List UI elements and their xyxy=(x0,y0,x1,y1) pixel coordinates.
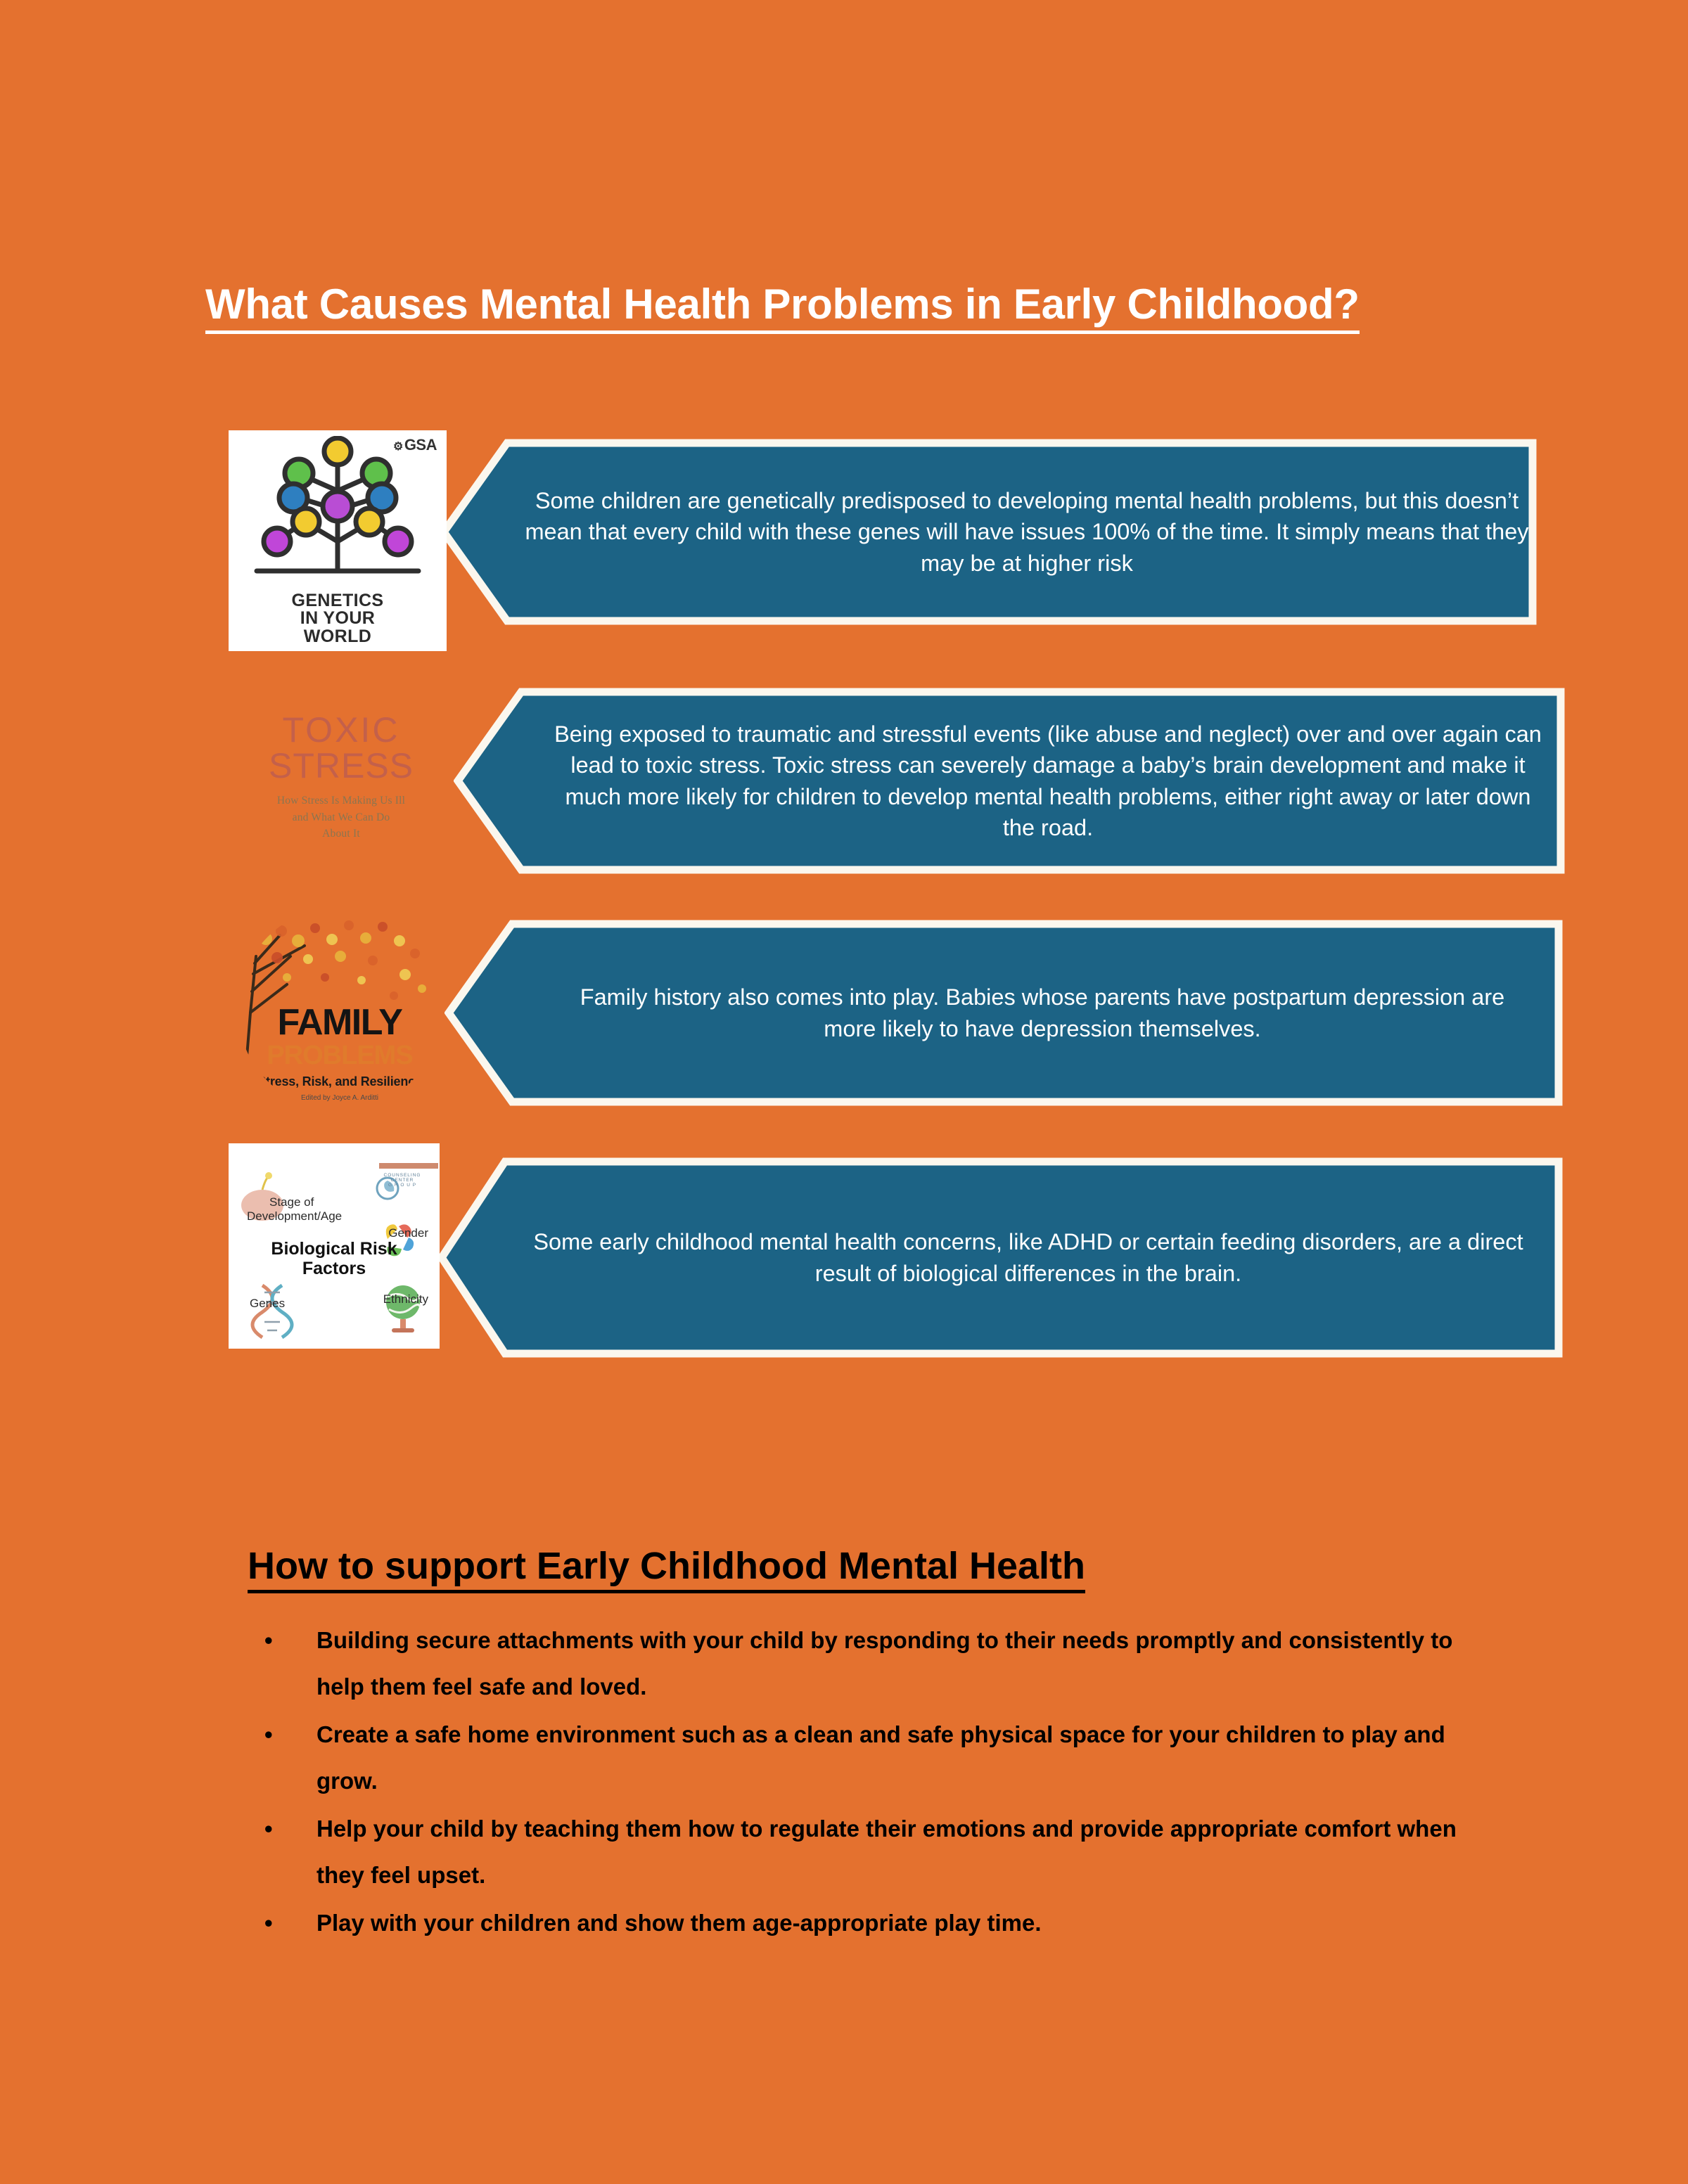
toxic-subtitle-line2: and What We Can Do xyxy=(292,811,390,823)
genetics-caption-line3: WORLD xyxy=(303,626,372,646)
family-author: Edited by Joyce A. Arditti xyxy=(300,1094,379,1102)
genetics-caption xyxy=(229,592,447,646)
bio-label-stage xyxy=(247,1195,352,1223)
banner-text-wrap-biological-risk xyxy=(437,1157,1563,1358)
bio-center-heading xyxy=(229,1239,440,1278)
thumbnail-biological-risk xyxy=(229,1143,440,1349)
genetics-caption-line1: GENETICS xyxy=(291,590,384,610)
list-item xyxy=(239,1711,1505,1804)
bullet-marker-icon: • xyxy=(264,1816,273,1842)
page-title xyxy=(205,281,1492,334)
counseling-center-group-logo xyxy=(375,1173,430,1188)
toxic-title-line1: TOXIC xyxy=(282,709,400,750)
dna-icon: ⚙ xyxy=(392,441,403,453)
bio-center-line2: Factors xyxy=(302,1259,366,1278)
banner-text-family-problems: Family history also comes into play. Babies whose parents have postpartum depression are more likely to have depression themselves. xyxy=(580,984,1505,1041)
family-title-line1: FAMILY xyxy=(277,1002,402,1043)
family-title-line2: PROBLEMS xyxy=(267,1041,413,1070)
banner-text-toxic-stress: Being exposed to traumatic and stressful events (like abuse and neglect) over and over again can lead to toxic stress. Toxic stress can severely damage a baby’s brain development and make it much more likely for children to develop mental health problems, either right away or later down the road. xyxy=(554,721,1542,840)
cause-row-family-problems xyxy=(0,907,1688,1118)
genetics-tree-icon xyxy=(229,436,447,605)
bullet-marker-icon: • xyxy=(264,1627,273,1653)
toxic-subtitle xyxy=(277,792,405,842)
support-heading-text: How to support Early Childhood Mental Health xyxy=(248,1544,1085,1593)
thumbnail-family-problems xyxy=(238,907,442,1111)
bio-center-line1: Biological Risk xyxy=(271,1239,397,1259)
toxic-subtitle-line3: About It xyxy=(322,827,360,840)
list-item-text: Play with your children and show them age-appropriate play time. xyxy=(316,1910,1042,1936)
gsa-brand-label: GSA xyxy=(404,436,437,454)
banner-text-wrap-toxic-stress xyxy=(454,688,1565,874)
ccg-line1: COUNSELING CENTER xyxy=(383,1173,421,1183)
page-title-text: What Causes Mental Health Problems in Early Childhood? xyxy=(205,281,1360,334)
genetics-caption-line2: IN YOUR xyxy=(300,608,376,628)
bio-label-stage-line2: Development/Age xyxy=(247,1209,343,1223)
ccg-line2: G R O U P xyxy=(388,1183,417,1188)
support-bullet-list xyxy=(239,1617,1505,1948)
cause-row-biological-risk xyxy=(0,1143,1688,1361)
bio-label-stage-line1: Stage of xyxy=(269,1195,314,1209)
toxic-subtitle-line1: How Stress Is Making Us Ill xyxy=(276,795,406,807)
banner-toxic-stress xyxy=(454,688,1565,874)
cause-row-toxic-stress xyxy=(0,675,1688,886)
thumbnail-genetics xyxy=(229,430,447,651)
bullet-marker-icon: • xyxy=(264,1721,273,1747)
list-item xyxy=(239,1806,1505,1899)
banner-text-genetics: Some children are genetically predisposed to developing mental health problems, but this doesn’t mean that every child with these genes will have issues 100% of the time. It simply means that they may be at higher risk xyxy=(525,488,1529,576)
list-item-text: Building secure attachments with your child by responding to their needs promptly and consistently to help them feel safe and loved. xyxy=(316,1627,1453,1700)
list-item-text: Help your child by teaching them how to regulate their emotions and provide appropriate comfort when they feel upset. xyxy=(316,1816,1457,1888)
toxic-title-line2: STRESS xyxy=(268,745,414,785)
banner-text-biological-risk: Some early childhood mental health concerns, like ADHD or certain feeding disorders, are a direct result of biological differences in the brain. xyxy=(533,1229,1523,1286)
banner-text-wrap-genetics xyxy=(440,439,1537,625)
cause-row-genetics xyxy=(0,430,1688,655)
family-subtitle: Stress, Risk, and Resilience xyxy=(257,1074,422,1088)
bio-label-ethnicity: Ethnicity xyxy=(383,1292,428,1306)
bio-label-genes: Genes xyxy=(250,1297,286,1310)
list-item xyxy=(239,1617,1505,1710)
banner-text-wrap-family-problems xyxy=(445,920,1563,1106)
bio-label-gender: Gender xyxy=(388,1226,428,1240)
list-item xyxy=(239,1900,1505,1946)
support-heading xyxy=(248,1544,1085,1593)
banner-biological-risk xyxy=(437,1157,1563,1358)
thumbnail-toxic-stress xyxy=(239,675,443,879)
banner-family-problems xyxy=(445,920,1563,1106)
list-item-text: Create a safe home environment such as a clean and safe physical space for your children to play and grow. xyxy=(316,1721,1445,1794)
banner-genetics xyxy=(440,439,1537,625)
bullet-marker-icon: • xyxy=(264,1910,273,1936)
